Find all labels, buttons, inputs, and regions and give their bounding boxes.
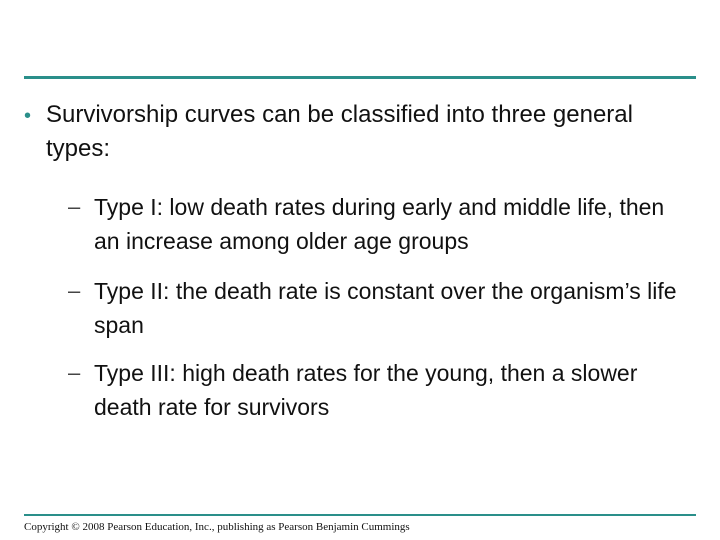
copyright-notice: Copyright © 2008 Pearson Education, Inc., publishing as Pearson Benjamin Cummings [24, 521, 410, 533]
bottom-accent-rule [24, 514, 696, 516]
bullet-dot-icon: • [24, 105, 32, 127]
sub-bullet-text: Type I: low death rates during early and middle life, then an increase among older age groups [94, 194, 665, 254]
dash-marker-icon: – [68, 360, 81, 385]
main-bullet-text: Survivorship curves can be classified into three general types: [46, 101, 633, 162]
sub-bullet-text: Type II: the death rate is constant over the organism’s life span [94, 278, 677, 338]
dash-marker-icon: – [68, 278, 81, 303]
top-accent-rule [24, 76, 696, 79]
sub-bullet-text: Type III: high death rates for the young, then a slower death rate for survivors [94, 360, 638, 420]
dash-marker-icon: – [68, 194, 81, 219]
